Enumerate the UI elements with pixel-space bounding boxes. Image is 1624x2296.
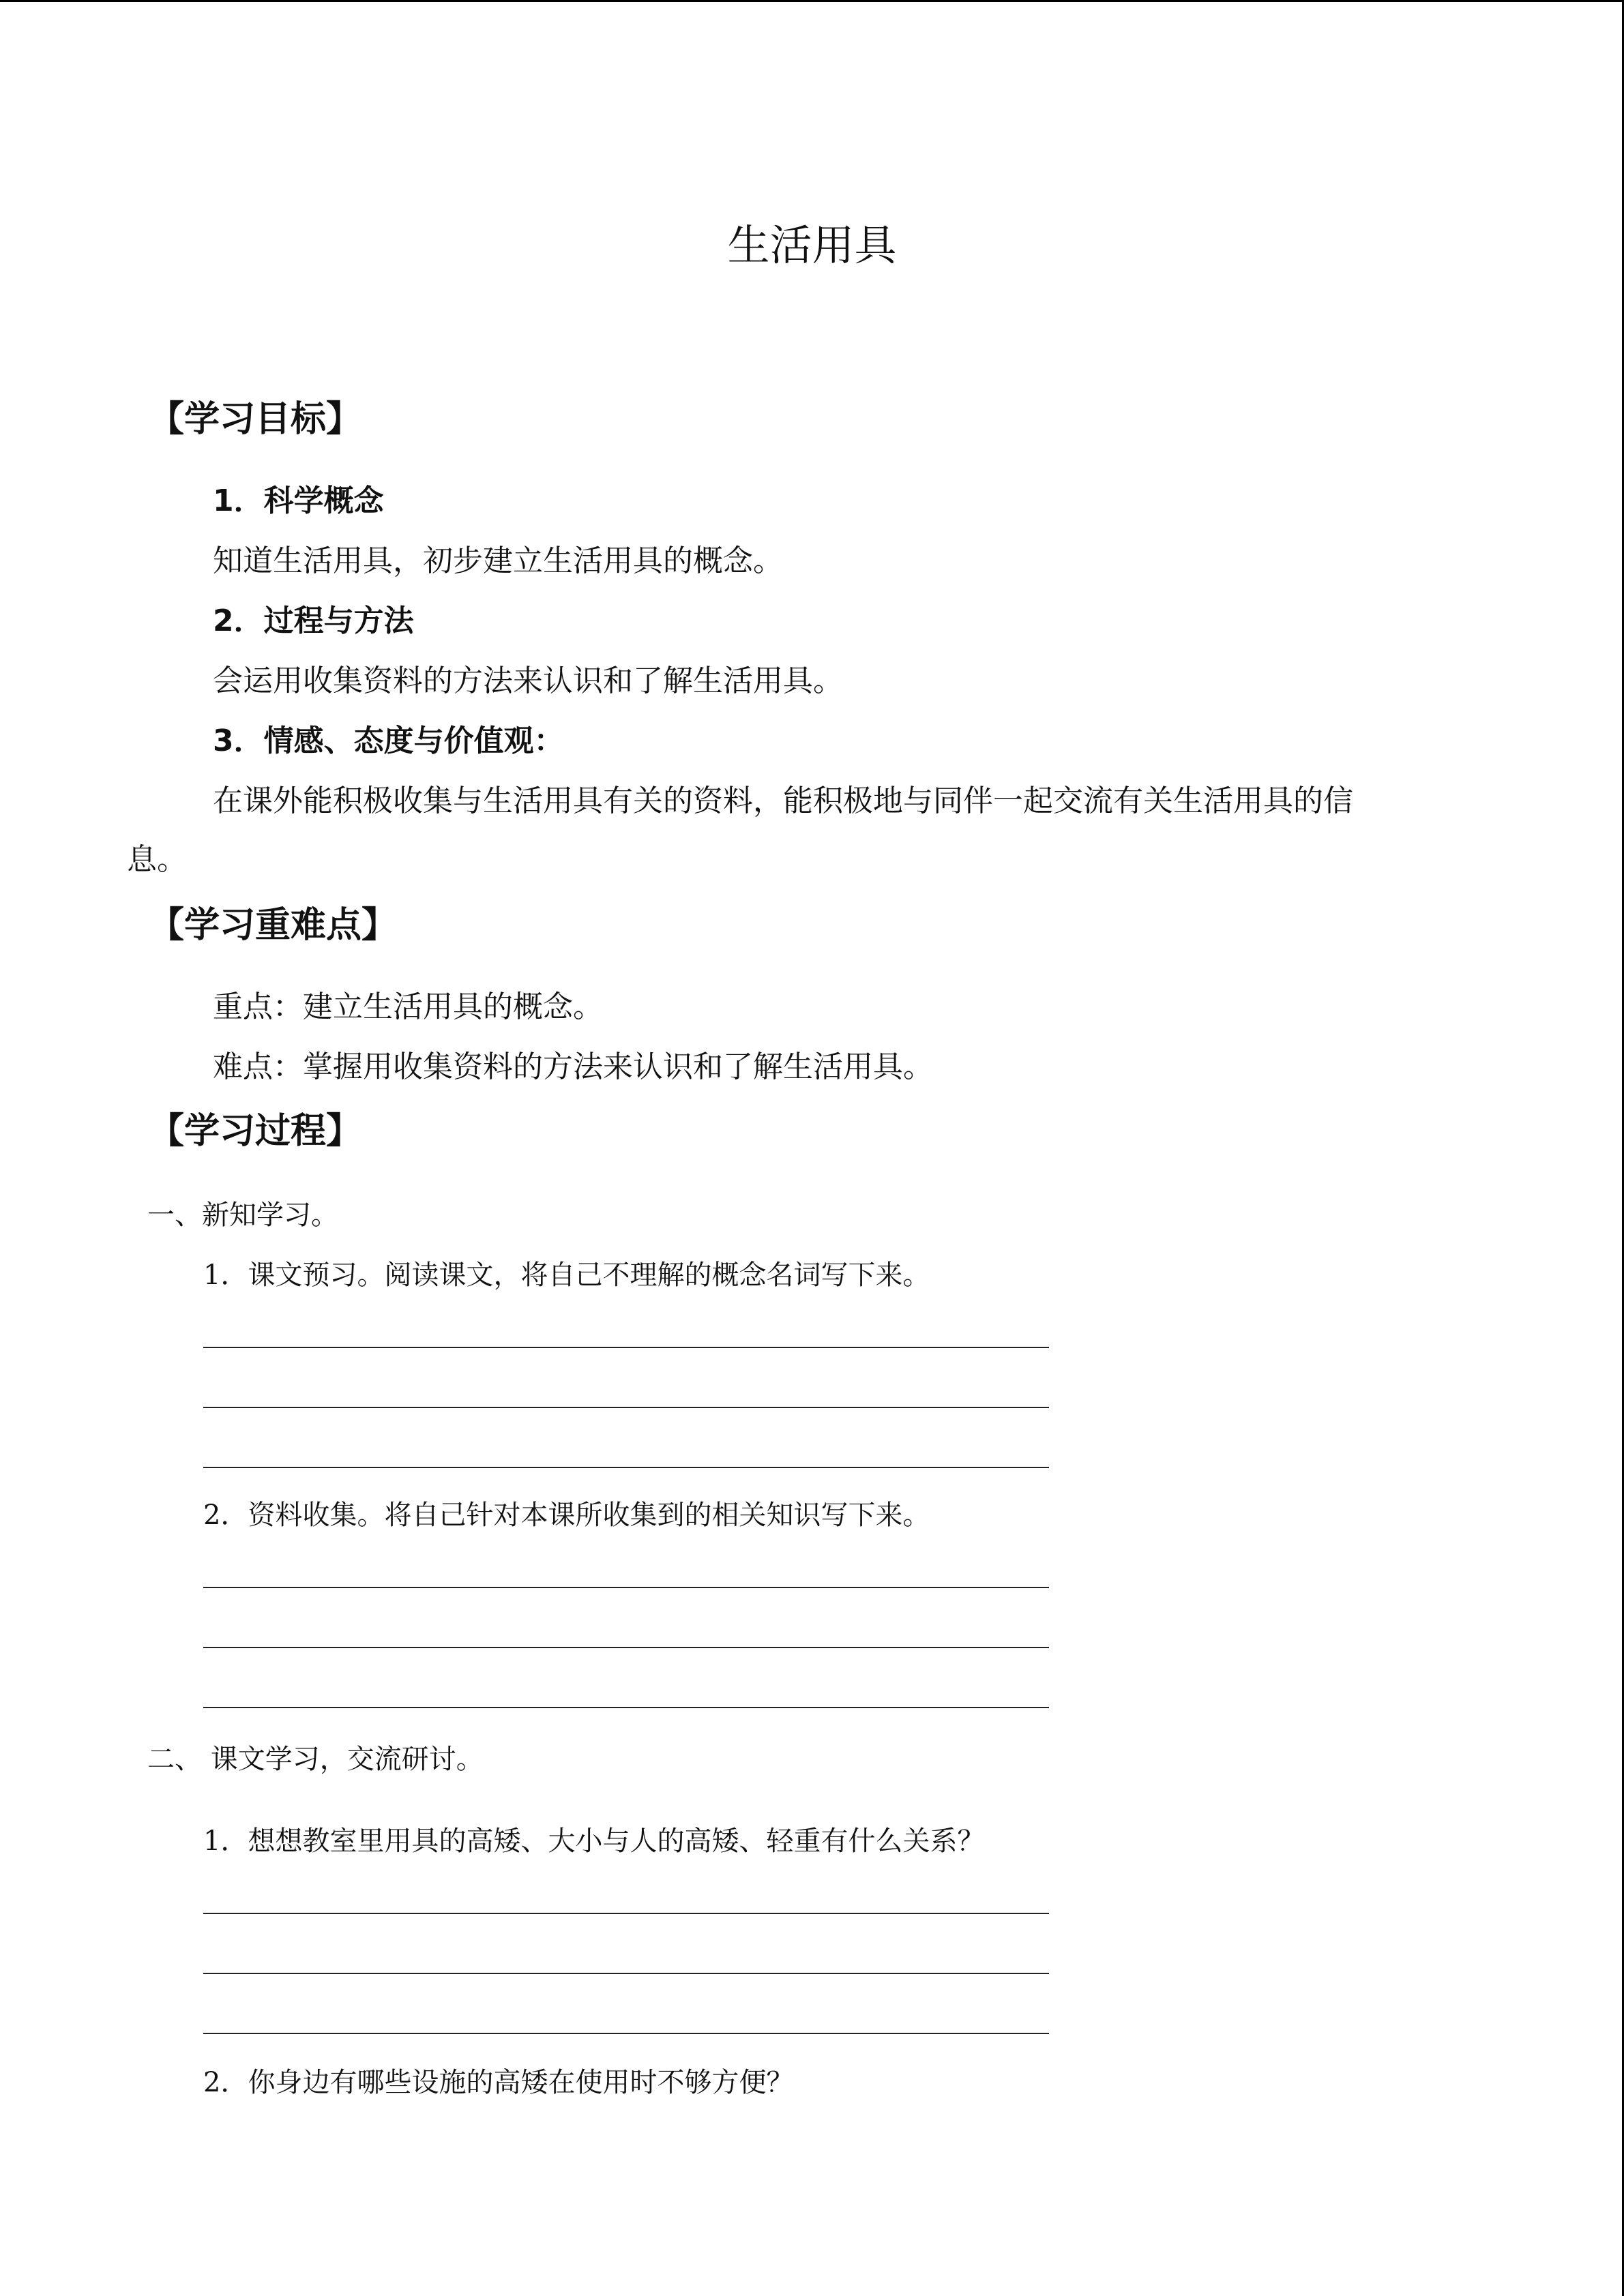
answer-line[interactable] bbox=[203, 1407, 1049, 1408]
goal-subheading-1: 1．科学概念 bbox=[213, 483, 384, 518]
part2-label: 二、 课文学习，交流研讨。 bbox=[147, 1744, 484, 1775]
goal-text-2: 会运用收集资料的方法来认识和了解生活用具。 bbox=[213, 664, 843, 698]
part2-question-2: 2．你身边有哪些设施的高矮在使用时不够方便？ bbox=[203, 2067, 794, 2098]
page-top-border bbox=[0, 0, 1624, 2]
goal-subheading-2: 2．过程与方法 bbox=[213, 603, 414, 638]
key-point-difficulty: 难点：掌握用收集资料的方法来认识和了解生活用具。 bbox=[213, 1049, 933, 1084]
goal-text-3-line2: 息。 bbox=[127, 842, 187, 877]
answer-line[interactable] bbox=[203, 1347, 1049, 1348]
section-heading-process: 【学习过程】 bbox=[149, 1111, 362, 1152]
part2-question-1: 1．想想教室里用具的高矮、大小与人的高矮、轻重有什么关系？ bbox=[203, 1825, 985, 1857]
answer-line[interactable] bbox=[203, 1467, 1049, 1468]
answer-line[interactable] bbox=[203, 1587, 1049, 1588]
section-heading-key-points: 【学习重难点】 bbox=[149, 905, 398, 946]
page-title: 生活用具 bbox=[727, 220, 897, 270]
key-point-focus: 重点：建立生活用具的概念。 bbox=[213, 989, 603, 1024]
goal-subheading-3: 3．情感、态度与价值观： bbox=[213, 724, 564, 758]
section-heading-goals: 【学习目标】 bbox=[149, 399, 362, 440]
answer-line[interactable] bbox=[203, 1973, 1049, 1974]
part1-question-2: 2．资料收集。将自己针对本课所收集到的相关知识写下来。 bbox=[203, 1500, 930, 1531]
part1-label: 一、新知学习。 bbox=[147, 1199, 338, 1231]
goal-text-1: 知道生活用具，初步建立生活用具的概念。 bbox=[213, 543, 783, 578]
answer-line[interactable] bbox=[203, 2033, 1049, 2034]
answer-line[interactable] bbox=[203, 1913, 1049, 1914]
answer-line[interactable] bbox=[203, 1707, 1049, 1708]
part1-question-1: 1．课文预习。阅读课文，将自己不理解的概念名词写下来。 bbox=[203, 1259, 930, 1291]
goal-text-3-line1: 在课外能积极收集与生活用具有关的资料，能积极地与同伴一起交流有关生活用具的信 bbox=[213, 784, 1353, 818]
answer-line[interactable] bbox=[203, 1647, 1049, 1648]
